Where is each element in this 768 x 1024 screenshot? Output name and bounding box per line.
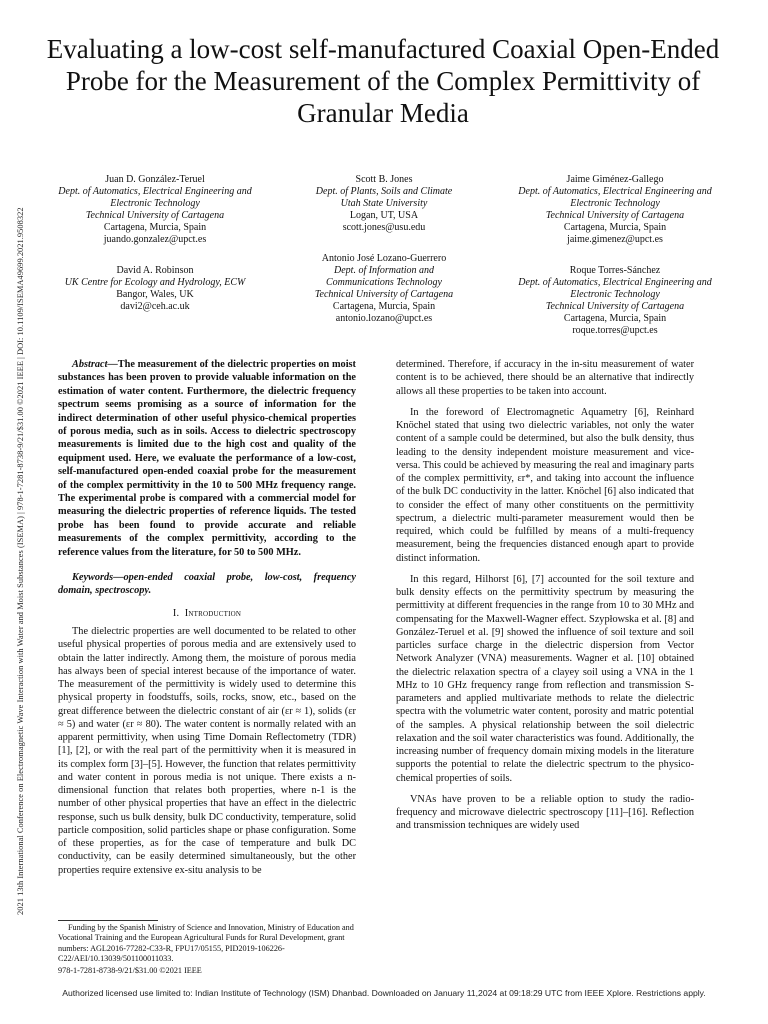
- sidebar-citation-text: 2021 13th International Conference on Electromagnetic Wave Interaction with Water and Moist Substances (ISEMA) | 978-1-7281-8738-9/21/$31.00 ©2021 IEEE | DOI: 10.1109/ISEMA49699.2021.9508322: [16, 207, 25, 915]
- author-dept: Dept. of Information and Communications Technology: [325, 265, 442, 289]
- intro-text: The dielectric properties are well documented to be related to other useful physical properties of porous media and are extensively used to obtain the latter indirectly. Among them, the moisture of porous media has always been of special interest because of the importance of water. The measurement of the permittivity is widely used to determine this physical property in foodstuffs, soils, rocks, snow, etc., based on the great difference between the dielectric constant of air (εr ≈ 1), solids (εr ≈ 5) and water (εr ≈ 80). The water content is normally related with an apparent permittivity, when using Time Domain Reflectometry (TDR) [1], [2], or with the real part of the permittivity when it is measured in its complex form [3]–[5]. However, the function that relates permittivity and water content in porous media is not unique. There exists a n-dimensional function that relates both properties, where n-1 is the number of other physical properties that have an effect in the dielectric response, such us bulk density, bulk DC conductivity, temperature, solid particle composition, solid particles shape or phase configuration. Some of these properties, as for the case of temperature and bulk DC conductivity, can be easily determined simultaneously, but the other properties require extensive ex-situ analysis to be: [58, 626, 356, 876]
- author-email: jaime.gimenez@upct.es: [567, 234, 663, 246]
- author-institution: Technical University of Cartagena: [545, 301, 685, 313]
- section-heading: [58, 608, 356, 619]
- author-email: juando.gonzalez@upct.es: [103, 234, 207, 246]
- author-email: roque.torres@upct.es: [572, 325, 658, 337]
- section-number: I.: [172, 608, 180, 619]
- copyright: 978-1-7281-8738-9/21/$31.00 ©2021 IEEE: [58, 966, 202, 975]
- sidebar-citation: [3, 105, 25, 925]
- author-location: Logan, UT, USA: [349, 210, 419, 222]
- author-block: [500, 265, 730, 338]
- author-email: antonio.lozano@upct.es: [335, 313, 433, 325]
- author-block: [40, 174, 270, 247]
- author-dept: UK Centre for Ecology and Hydrology, ECW: [64, 277, 246, 289]
- right-paragraph-1: determined. Therefore, if accuracy in the in-situ measurement of water content is to be achieved, there should be an alternative that indirectly allows all these properties to be taken into account.: [396, 359, 694, 397]
- abstract: [58, 358, 356, 559]
- author-email: davi2@ceh.ac.uk: [120, 301, 190, 313]
- abstract-label: Abstract—: [72, 359, 118, 370]
- author-name: Roque Torres-Sánchez: [569, 265, 661, 276]
- author-name: Antonio José Lozano-Guerrero: [321, 253, 447, 264]
- author-location: Cartagena, Murcia, Spain: [563, 222, 667, 234]
- author-block: [500, 174, 730, 247]
- author-institution: Technical University of Cartagena: [545, 210, 685, 222]
- keywords-text: open-ended coaxial probe, low-cost, frequency domain, spectroscopy.: [58, 572, 356, 597]
- right-paragraph-2: In the foreword of Electromagnetic Aquametry [6], Reinhard Knöchel stated that using two dielectric variables, not only the water content of a sample could be determined, but also the bulk density, thus leading to the density independent moisture measurement and vice-versa. This could be achieved by measuring the real and imaginary parts of the complex permittivity, εr*, and taking into account the influence of the bulk DC conductivity in the latter. Knöchel [6] also indicated that to consider the effect of many other constituents on the permittivity spectrum, a dielectric multi-parameter measurement would then be required, which could be fulfilled by means of a multi-frequency measurement, being the frequencies distanced enough apart to provide distinct information.: [396, 406, 694, 564]
- right-column: [396, 358, 694, 833]
- paper-title: Evaluating a low-cost self-manufactured Coaxial Open-Ended Probe for the Measurement of the Complex Permittivity of Granular Media: [46, 34, 720, 128]
- intro-paragraph: [58, 625, 356, 877]
- author-location: Cartagena, Murcia, Spain: [563, 313, 667, 325]
- keywords-label: Keywords—: [72, 572, 124, 583]
- author-location: Cartagena, Murcia, Spain: [103, 222, 207, 234]
- keywords: [58, 571, 356, 598]
- author-name: David A. Robinson: [116, 265, 194, 276]
- footnote: Funding by the Spanish Ministry of Science and Innovation, Ministry of Education and Vocational Training and the European Agricultural Funds for Rural Development, grant numbers: AGL2016-77282-C33-R, FPU17/05155, PID2019-106226-C22/AEI/10.13039/501100011033.: [58, 923, 354, 963]
- abstract-text: The measurement of the dielectric properties on moist substances has been proven to provide valuable information on the estimation of water content. Furthermore, the dielectric frequency spectrum seems promising as a source of information for the indirect determination of other useful physico-chemical properties of porous media, such as in soils. Access to dielectric spectroscopy measurements is limited due to the high cost and quality of the equipment used. Here, we evaluate the performance of a low-cost, self-manufactured open-ended coaxial probe for the measurement of the complex permittivity in the 10 to 500 MHz frequency range. The experimental probe is compared with a commercial model for measuring the dielectric properties of reference liquids. The tested probe has been found to provide accurate and reliable measurements of the complex permittivity, according to the reference values from the literature, for 50 to 500 MHz.: [58, 359, 356, 558]
- license-notice: Authorized licensed use limited to: Indian Institute of Technology (ISM) Dhanbad. Downloaded on January 11,2024 at 09:18:29 UTC from IEEE Xplore. Restrictions apply.: [62, 988, 706, 998]
- author-dept: Dept. of Automatics, Electrical Engineering and Electronic Technology: [518, 277, 712, 301]
- footnote-rule: [58, 920, 158, 921]
- author-dept: Dept. of Plants, Soils and Climate: [315, 186, 453, 198]
- author-block: [269, 253, 499, 326]
- author-block: [269, 174, 499, 234]
- right-paragraph-3: In this regard, Hilhorst [6], [7] accounted for the soil texture and bulk density effects on the permittivity spectrum by measuring the permittivity at different frequencies in the range from 10 to 30 MHz and compensating for the Maxwell-Wagner effect. Szypłowska et al. [8] and González-Teruel et al. [9] showed the influence of soil texture and soil particles surface charge in the dielectric dispersion from Vector Network Analyzer (VNA) measurements. Wagner et al. [10] obtained the dielectric relaxation spectra of a clayey soil using a VNA in the 1 MHz to 10 GHz frequency range from reflection and transmission S-parameters and applied multivariate methods to relate the dielectric spectra with the volumetric water content, porosity and matric potential of the samples. A physical relationship between the soil dielectric relaxation and the soil water characteristics was found. Additionally, the increasing number of frequency domain mixing models in the literature supports the potential to relate the dielectric spectrum to the physico-chemical properties of soils.: [396, 573, 694, 784]
- author-name: Jaime Giménez-Gallego: [566, 174, 664, 185]
- section-title: Introduction: [184, 608, 242, 619]
- author-dept: Dept. of Automatics, Electrical Engineering and Electronic Technology: [518, 186, 712, 210]
- author-location: Bangor, Wales, UK: [116, 289, 194, 301]
- author-institution: Technical University of Cartagena: [314, 289, 454, 301]
- author-name: Scott B. Jones: [355, 174, 413, 185]
- right-paragraph-4: VNAs have proven to be a reliable option to study the radio-frequency and microwave dielectric spectroscopy [11]–[16]. Reflection and transmission techniques are widely used: [396, 793, 694, 832]
- author-location: Cartagena, Murcia, Spain: [332, 301, 436, 313]
- author-email: scott.jones@usu.edu: [342, 222, 426, 234]
- author-dept: Dept. of Automatics, Electrical Engineering and Electronic Technology: [58, 186, 252, 210]
- author-institution: Utah State University: [340, 198, 428, 210]
- author-block: [40, 265, 270, 313]
- author-name: Juan D. González-Teruel: [105, 174, 205, 185]
- author-institution: Technical University of Cartagena: [85, 210, 225, 222]
